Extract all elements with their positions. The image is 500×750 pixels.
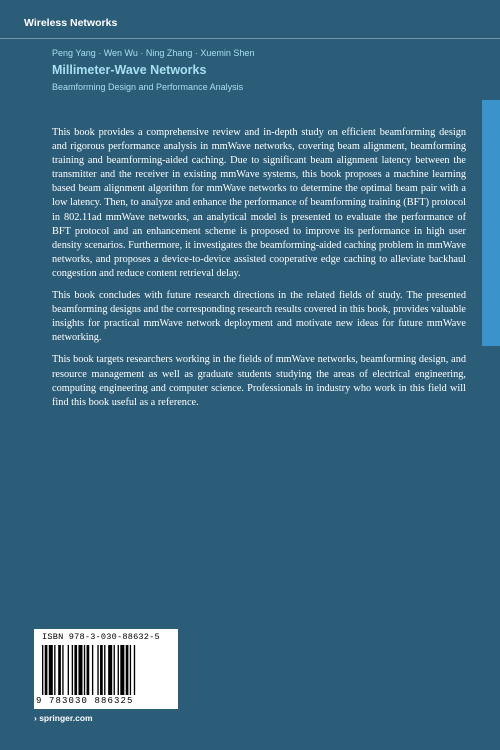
series-title: Wireless Networks — [24, 17, 118, 29]
blurb-paragraph: This book concludes with future research directions in the related fields of study. The presented beamforming designs and the corresponding research results covered in this book, provides valuable insights for practical mmWave network deployment and motivate new ideas for future mmWave networking. — [52, 290, 466, 344]
publisher-link[interactable]: › springer.com — [34, 713, 93, 723]
spine-accent-bar — [482, 100, 500, 346]
blurb-paragraph: This book targets researchers working in the fields of mmWave networks, beamforming design, and resource management as well as graduate students studying the areas of electrical engineering, computing engineering and computer science. Professionals in industry who work in this field will find this book useful as a reference. — [52, 354, 466, 408]
book-subtitle: Beamforming Design and Performance Analysis — [52, 82, 244, 92]
book-title: Millimeter-Wave Networks — [52, 63, 207, 77]
barcode-bars — [42, 645, 170, 695]
header-divider — [0, 38, 500, 39]
barcode-digits: 9 783030 886325 — [36, 696, 134, 706]
isbn-barcode — [34, 629, 178, 709]
blurb-paragraph: This book provides a comprehensive review and in-depth study on efficient beamforming design and rigorous performance analysis in mmWave networks, covering beam alignment, beamforming training and beamforming-aided caching. Due to significant beam alignment latency between the transmitter and the receiver in existing mmWave systems, this book proposes a machine learning based beam alignment algorithm for mmWave networks to determine the optimal beam pair with a low latency. Then, to analyze and enhance the performance of beamforming training (BFT) protocol in 802.11ad mmWave networks, an analytical model is presented to evaluate the performance of BFT protocol and an enhancement scheme is proposed to improve its performance in high user density scenarios. Furthermore, it investigates the beamforming-aided caching problem in mmWave networks, and proposes a device-to-device assisted cooperative edge caching to alleviate backhaul congestion and reduce content retrieval delay. — [52, 127, 466, 279]
book-authors: Peng Yang · Wen Wu · Ning Zhang · Xuemin Shen — [52, 48, 255, 58]
back-cover-blurb — [52, 126, 466, 418]
isbn-label: ISBN 978-3-030-88632-5 — [42, 632, 160, 642]
